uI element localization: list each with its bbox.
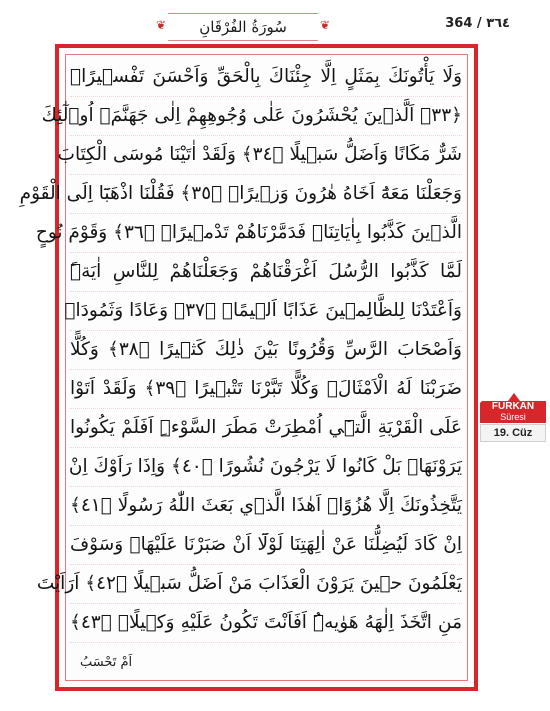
text-line: لَمَّا كَذَّبُوا الرُّسُلَ اَغْرَقْنَاهُمْ وَجَعَلْنَاهُمْ لِلنَّاسِ اٰيَةًۜ: [70, 253, 462, 292]
text-line: وَاَصْحَابَ الرَّسِّ وَقُرُونًا بَيْنَ ذٰلِكَ كَث۪يرًا ﴿٣٨﴾ وَكُلًّا: [70, 331, 462, 370]
surah-name-label: FURKÂN: [491, 401, 535, 412]
text-line: وَاَعْتَدْنَا لِلظَّالِم۪ينَ عَذَابًا اَل۪يمًاۚ ﴿٣٧﴾ وَعَادًا وَثَمُودَا۬: [70, 292, 462, 331]
ornament-icon: ❦: [155, 18, 167, 32]
text-line: ﴿٣٣﴾ اَلَّذ۪ينَ يُحْشَرُونَ عَلٰى وُجُوهِهِمْ اِلٰى جَهَنَّمَۙ اُو۬لٰٓئِكَ: [70, 97, 462, 136]
ornament-icon: ❦: [319, 18, 331, 32]
text-line: ضَرَبْنَا لَهُ الْاَمْثَالَۘ وَكُلًّا تَبَّرْنَا تَتْب۪يرًا ﴿٣٩﴾ وَلَقَدْ اَتَوْا: [70, 370, 462, 409]
surah-tab-label: [480, 401, 546, 423]
text-line: يَرَوْنَهَاۚ بَلْ كَانُوا لَا يَرْجُونَ نُشُورًا ﴿٤٠﴾ وَاِذَا رَاَوْكَ اِنْ: [70, 448, 462, 487]
text-line: وَلَا يَأْتُونَكَ بِمَثَلٍ اِلَّا جِئْنَاكَ بِالْحَقِّ وَاَحْسَنَ تَفْس۪يرًاۜ: [70, 58, 462, 97]
juz-label: 19. Cüz: [480, 424, 546, 442]
surah-side-tab[interactable]: [480, 393, 548, 445]
text-line: وَجَعَلْنَا مَعَهُٓ اَخَاهُ هٰرُونَ وَز۪يرًاۚ ﴿٣٥﴾ فَقُلْنَا اذْهَبَٓا اِلَى الْقَوْمِ: [70, 175, 462, 214]
surah-subtitle-label: Süresi: [500, 412, 526, 422]
text-line: الَّذ۪ينَ كَذَّبُوا بِاٰيَاتِنَاۜ فَدَمَّرْنَاهُمْ تَدْم۪يرًاۜ ﴿٣٦﴾ وَقَوْمَ نُوحٍ: [70, 214, 462, 253]
page-number: 364 / ٣٦٤: [445, 16, 510, 31]
text-line: يَتَّخِذُونَكَ اِلَّا هُزُوًاۜ اَهٰذَا الَّذ۪ي بَعَثَ اللّٰهُ رَسُولًا ﴿٤١﴾: [70, 487, 462, 526]
quran-text-block: [19, 58, 462, 658]
text-line: مَنِ اتَّخَذَ اِلٰهَهُ هَوٰيهُۜ اَفَاَنْتَ تَكُونُ عَلَيْهِ وَك۪يلًاۙ ﴿٤٣﴾: [70, 604, 462, 643]
arrow-up-icon: [508, 393, 520, 401]
page-header: [0, 0, 550, 44]
text-line: شَرٌّ مَكَانًا وَاَضَلُّ سَب۪يلًا ﴿٣٤﴾ وَلَقَدْ اٰتَيْنَا مُوسَى الْكِتَابَ: [70, 136, 462, 175]
surah-title: سُورَةُ الفُرْقَانِ: [168, 13, 318, 41]
text-line: اِنْ كَادَ لَيُضِلُّنَا عَنْ اٰلِهَتِنَا لَوْلَٓا اَنْ صَبَرْنَا عَلَيْهَاۜ وَسَوْفَ: [70, 526, 462, 565]
catchword: اَمْ تَحْسَبُ: [80, 655, 133, 670]
text-line: يَعْلَمُونَ ح۪ينَ يَرَوْنَ الْعَذَابَ مَنْ اَضَلُّ سَب۪يلًا ﴿٤٢﴾ اَرَاَيْتَ: [70, 565, 462, 604]
text-line: عَلَى الْقَرْيَةِ الَّت۪ٓي اُمْطِرَتْ مَطَرَ السَّوْءِۜ اَفَلَمْ يَكُونُوا: [70, 409, 462, 448]
